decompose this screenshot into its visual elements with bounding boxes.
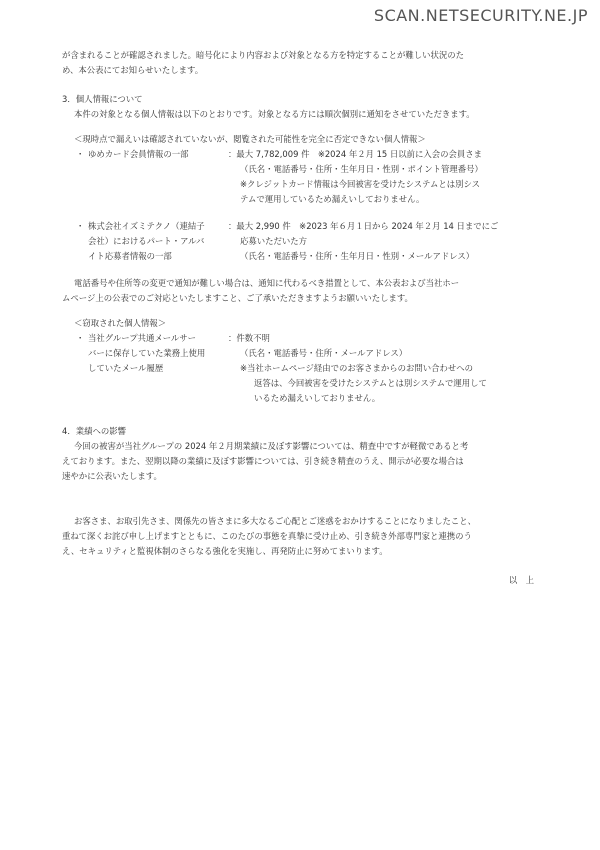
item-detail-line: ：最大 2,990 件 ※2023 年６月１日から 2024 年２月 14 日までにご (228, 221, 499, 231)
item-label-line: 当社グループ共通メールサー (88, 333, 197, 343)
bullet: ・ (76, 221, 85, 231)
item-mail-history (62, 331, 548, 406)
closing-line: え、セキュリティと監視体制のさらなる強化を実施し、再発防止に努めてまいります。 (62, 546, 388, 556)
section-4-body (62, 439, 548, 484)
closing-line: 重ねて深くお詫び申し上げますとともに、このたびの事態を真摯に受け止め、引き続き外部専門家と連携のう (62, 531, 472, 541)
group-1-title: ＜現時点で漏えいは確認されていないが、閲覧された可能性を完全に否定できない個人情報＞ (74, 134, 426, 144)
section-4-line: えております。また、翌期以降の業績に及ぼす影響については、引き続き精査のうえ、開示が必要な場合は (62, 456, 464, 466)
section-3-heading: 3．個人情報について (62, 94, 143, 104)
intro-line: め、本公表にてお知らせいたします。 (62, 65, 204, 75)
watermark-text: SCAN.NETSECURITY.NE.JP (373, 6, 588, 25)
item-detail-line: 応募いただいた方 (240, 236, 307, 246)
item-label-line: していたメール履歴 (88, 363, 164, 373)
item-detail-line: （氏名・電話番号・住所・メールアドレス） (240, 348, 408, 358)
section-4-heading: 4．業績への影響 (62, 426, 126, 436)
item-detail-line: テムで運用しているため漏えいしておりません。 (240, 194, 425, 204)
item-detail-line: ：最大 7,782,009 件 ※2024 年２月 15 日以前に入会の会員さま (228, 149, 483, 159)
item-label (88, 331, 228, 406)
item-label (88, 147, 228, 207)
item-detail (228, 147, 548, 207)
item-detail-line: 返答は、今回被害を受けたシステムとは別システムで運用して (254, 378, 487, 388)
section-4-line: 今回の被害が当社グループの 2024 年２月期業績に及ぼす影響については、精査中ですが軽微であると考 (74, 441, 469, 451)
item-label-line: 株式会社イズミテクノ（連結子 (88, 221, 205, 231)
notice-paragraph (62, 276, 548, 306)
intro-paragraph (62, 48, 548, 78)
bullet: ・ (76, 333, 85, 343)
item-detail-line: ※当社ホームページ経由でのお客さまからのお問い合わせへの (240, 363, 473, 373)
bullet: ・ (76, 149, 85, 159)
closing-paragraph (62, 514, 548, 559)
document-page (62, 48, 548, 588)
item-label-line: 会社）におけるパート・アルバ (88, 236, 205, 246)
item-izumi-techno (62, 219, 548, 264)
closing-line: お客さま、お取引先さま、関係先の皆さまに多大なるご心配とご迷惑をおかけすることになりましたこと、 (74, 516, 476, 526)
item-detail-line: ：件数不明 (228, 333, 270, 343)
end-mark: 以 上 (508, 575, 534, 585)
section-3-lead: 本件の対象となる個人情報は以下のとおりです。対象となる方には順次個別に通知をさせていただきます。 (74, 109, 475, 119)
item-detail-line: （氏名・電話番号・住所・生年月日・性別・メールアドレス） (240, 251, 475, 261)
item-detail (228, 219, 548, 264)
section-4-line: 速やかに公表いたします。 (62, 471, 162, 481)
item-detail-line: いるため漏えいしておりません。 (254, 393, 381, 403)
item-label (88, 219, 228, 264)
item-detail-line: ※クレジットカード情報は今回被害を受けたシステムとは別シス (240, 179, 480, 189)
item-label-line: ゆめカード会員情報の一部 (88, 149, 189, 159)
item-detail-line: （氏名・電話番号・住所・生年月日・性別・ポイント管理番号） (240, 164, 483, 174)
notice-line: 電話番号や住所等の変更で通知が難しい場合は、通知に代わるべき措置として、本公表および当社ホー (74, 278, 460, 288)
item-detail (228, 331, 548, 406)
item-label-line: イト応募者情報の一部 (88, 251, 172, 261)
item-label-line: バーに保存していた業務上使用 (88, 348, 206, 358)
group-2-title: ＜窃取された個人情報＞ (74, 318, 167, 328)
notice-line: ムページ上の公表でのご対応といたしますこと、ご了承いただきますようお願いいたします。 (62, 293, 413, 303)
item-yume-card (62, 147, 548, 207)
intro-line: が含まれることが確認されました。暗号化により内容および対象となる方を特定することが難しい状況のた (62, 50, 464, 60)
